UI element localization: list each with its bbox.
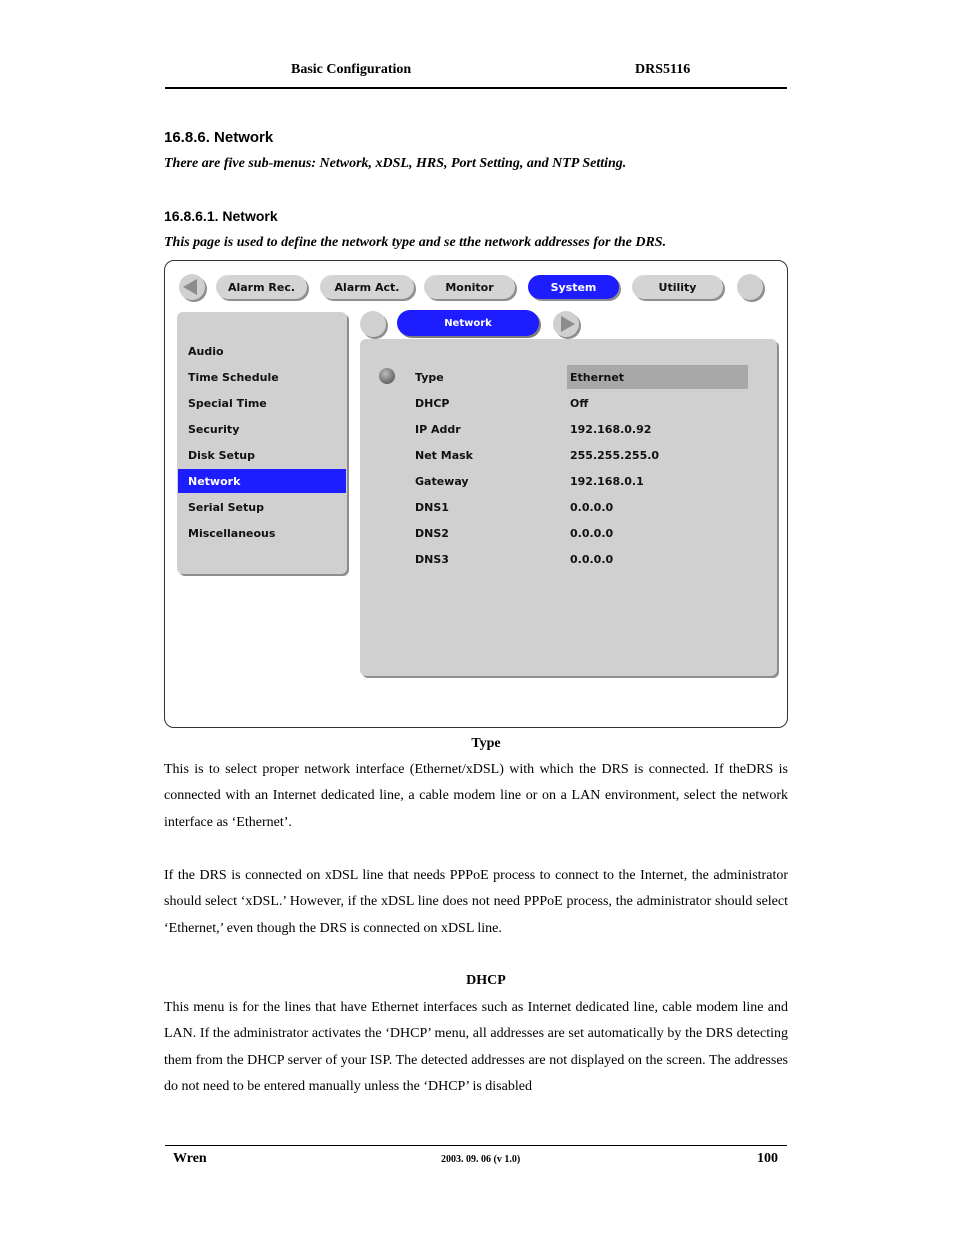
dns2-value[interactable]: 0.0.0.0: [570, 527, 614, 540]
tab-alarm-act[interactable]: Alarm Act.: [320, 275, 414, 299]
dhcp-label: DHCP: [415, 397, 450, 410]
type-label: Type: [415, 371, 444, 384]
sidebar-item-special-time[interactable]: Special Time: [188, 396, 267, 410]
header-rule: [165, 87, 787, 89]
sidebar-item-disk-setup[interactable]: Disk Setup: [188, 448, 255, 462]
sidebar-item-serial-setup[interactable]: Serial Setup: [188, 500, 264, 514]
dns3-label: DNS3: [415, 553, 449, 566]
section-intro: There are five sub-menus: Network, xDSL, HRS, Port Setting, and NTP Setting.: [164, 156, 627, 171]
next-tab-button[interactable]: [737, 274, 763, 300]
net-mask-value[interactable]: 255.255.255.0: [570, 449, 660, 462]
sidebar-item-time-schedule[interactable]: Time Schedule: [188, 370, 279, 384]
dhcp-heading: DHCP: [466, 973, 506, 988]
footer-rule: [165, 1145, 787, 1146]
type-heading: Type: [471, 736, 501, 751]
header-product: DRS5116: [635, 62, 691, 77]
tab-monitor[interactable]: Monitor: [424, 275, 515, 299]
dns1-label: DNS1: [415, 501, 449, 514]
dns1-value[interactable]: 0.0.0.0: [570, 501, 614, 514]
ip-addr-label: IP Addr: [415, 423, 461, 436]
gateway-value[interactable]: 192.168.0.1: [570, 475, 644, 488]
dhcp-paragraph: This menu is for the lines that have Ethernet interfaces such as Internet dedicated line, cable modem line and LAN. If the administrator activates the ‘DHCP’ menu, all addresses are set automatically by the DRS detecting them from the DHCP server of your ISP. The detected addresses are not displayed on the screen. The addresses do not need to be entered manually unless the ‘DHCP’ is disabled: [164, 1000, 788, 1094]
sidebar-item-miscellaneous[interactable]: Miscellaneous: [188, 526, 276, 540]
dns2-label: DNS2: [415, 527, 449, 540]
subsection-heading: 16.8.6.1. Network: [164, 208, 278, 224]
subtab-network[interactable]: Network: [397, 310, 539, 336]
prev-subtab-button[interactable]: [360, 311, 386, 337]
arrow-right-icon: [561, 316, 575, 332]
sidebar-item-security[interactable]: Security: [188, 422, 240, 436]
tab-system[interactable]: System: [528, 275, 619, 299]
ip-addr-value[interactable]: 192.168.0.92: [570, 423, 652, 436]
footer-company: Wren: [173, 1151, 207, 1166]
tab-alarm-rec[interactable]: Alarm Rec.: [216, 275, 307, 299]
gateway-label: Gateway: [415, 475, 469, 488]
net-mask-label: Net Mask: [415, 449, 473, 462]
footer-date: 2003. 09. 06 (v 1.0): [441, 1154, 521, 1165]
type-paragraph-2: If the DRS is connected on xDSL line that needs PPPoE process to connect to the Internet, the administrator should select ‘xDSL.’ However, if the xDSL line does not need PPPoE process, the administrator should select ‘Ethernet,’ even though the DRS is connected on xDSL line.: [164, 868, 788, 936]
type-paragraph-1: This is to select proper network interface (Ethernet/xDSL) with which the DRS is connected. If theDRS is connected with an Internet dedicated line, a cable modem line or on a LAN environment, select the network interface as ‘Ethernet’.: [164, 762, 788, 830]
arrow-left-icon: [183, 279, 197, 295]
dns3-value[interactable]: 0.0.0.0: [570, 553, 614, 566]
prev-tab-button[interactable]: [179, 274, 205, 300]
cursor-dot-icon: [379, 368, 395, 384]
subsection-intro: This page is used to define the network type and se tthe network addresses for the DRS.: [164, 235, 667, 250]
next-subtab-button[interactable]: [553, 311, 579, 337]
dhcp-value[interactable]: Off: [570, 397, 589, 410]
sidebar-item-network[interactable]: Network: [178, 469, 346, 493]
section-heading: 16.8.6. Network: [164, 129, 274, 146]
tab-utility[interactable]: Utility: [632, 275, 723, 299]
page-number: 100: [757, 1151, 778, 1166]
header-title: Basic Configuration: [291, 62, 412, 77]
sidebar-item-audio[interactable]: Audio: [188, 344, 224, 358]
type-value[interactable]: Ethernet: [570, 371, 625, 384]
